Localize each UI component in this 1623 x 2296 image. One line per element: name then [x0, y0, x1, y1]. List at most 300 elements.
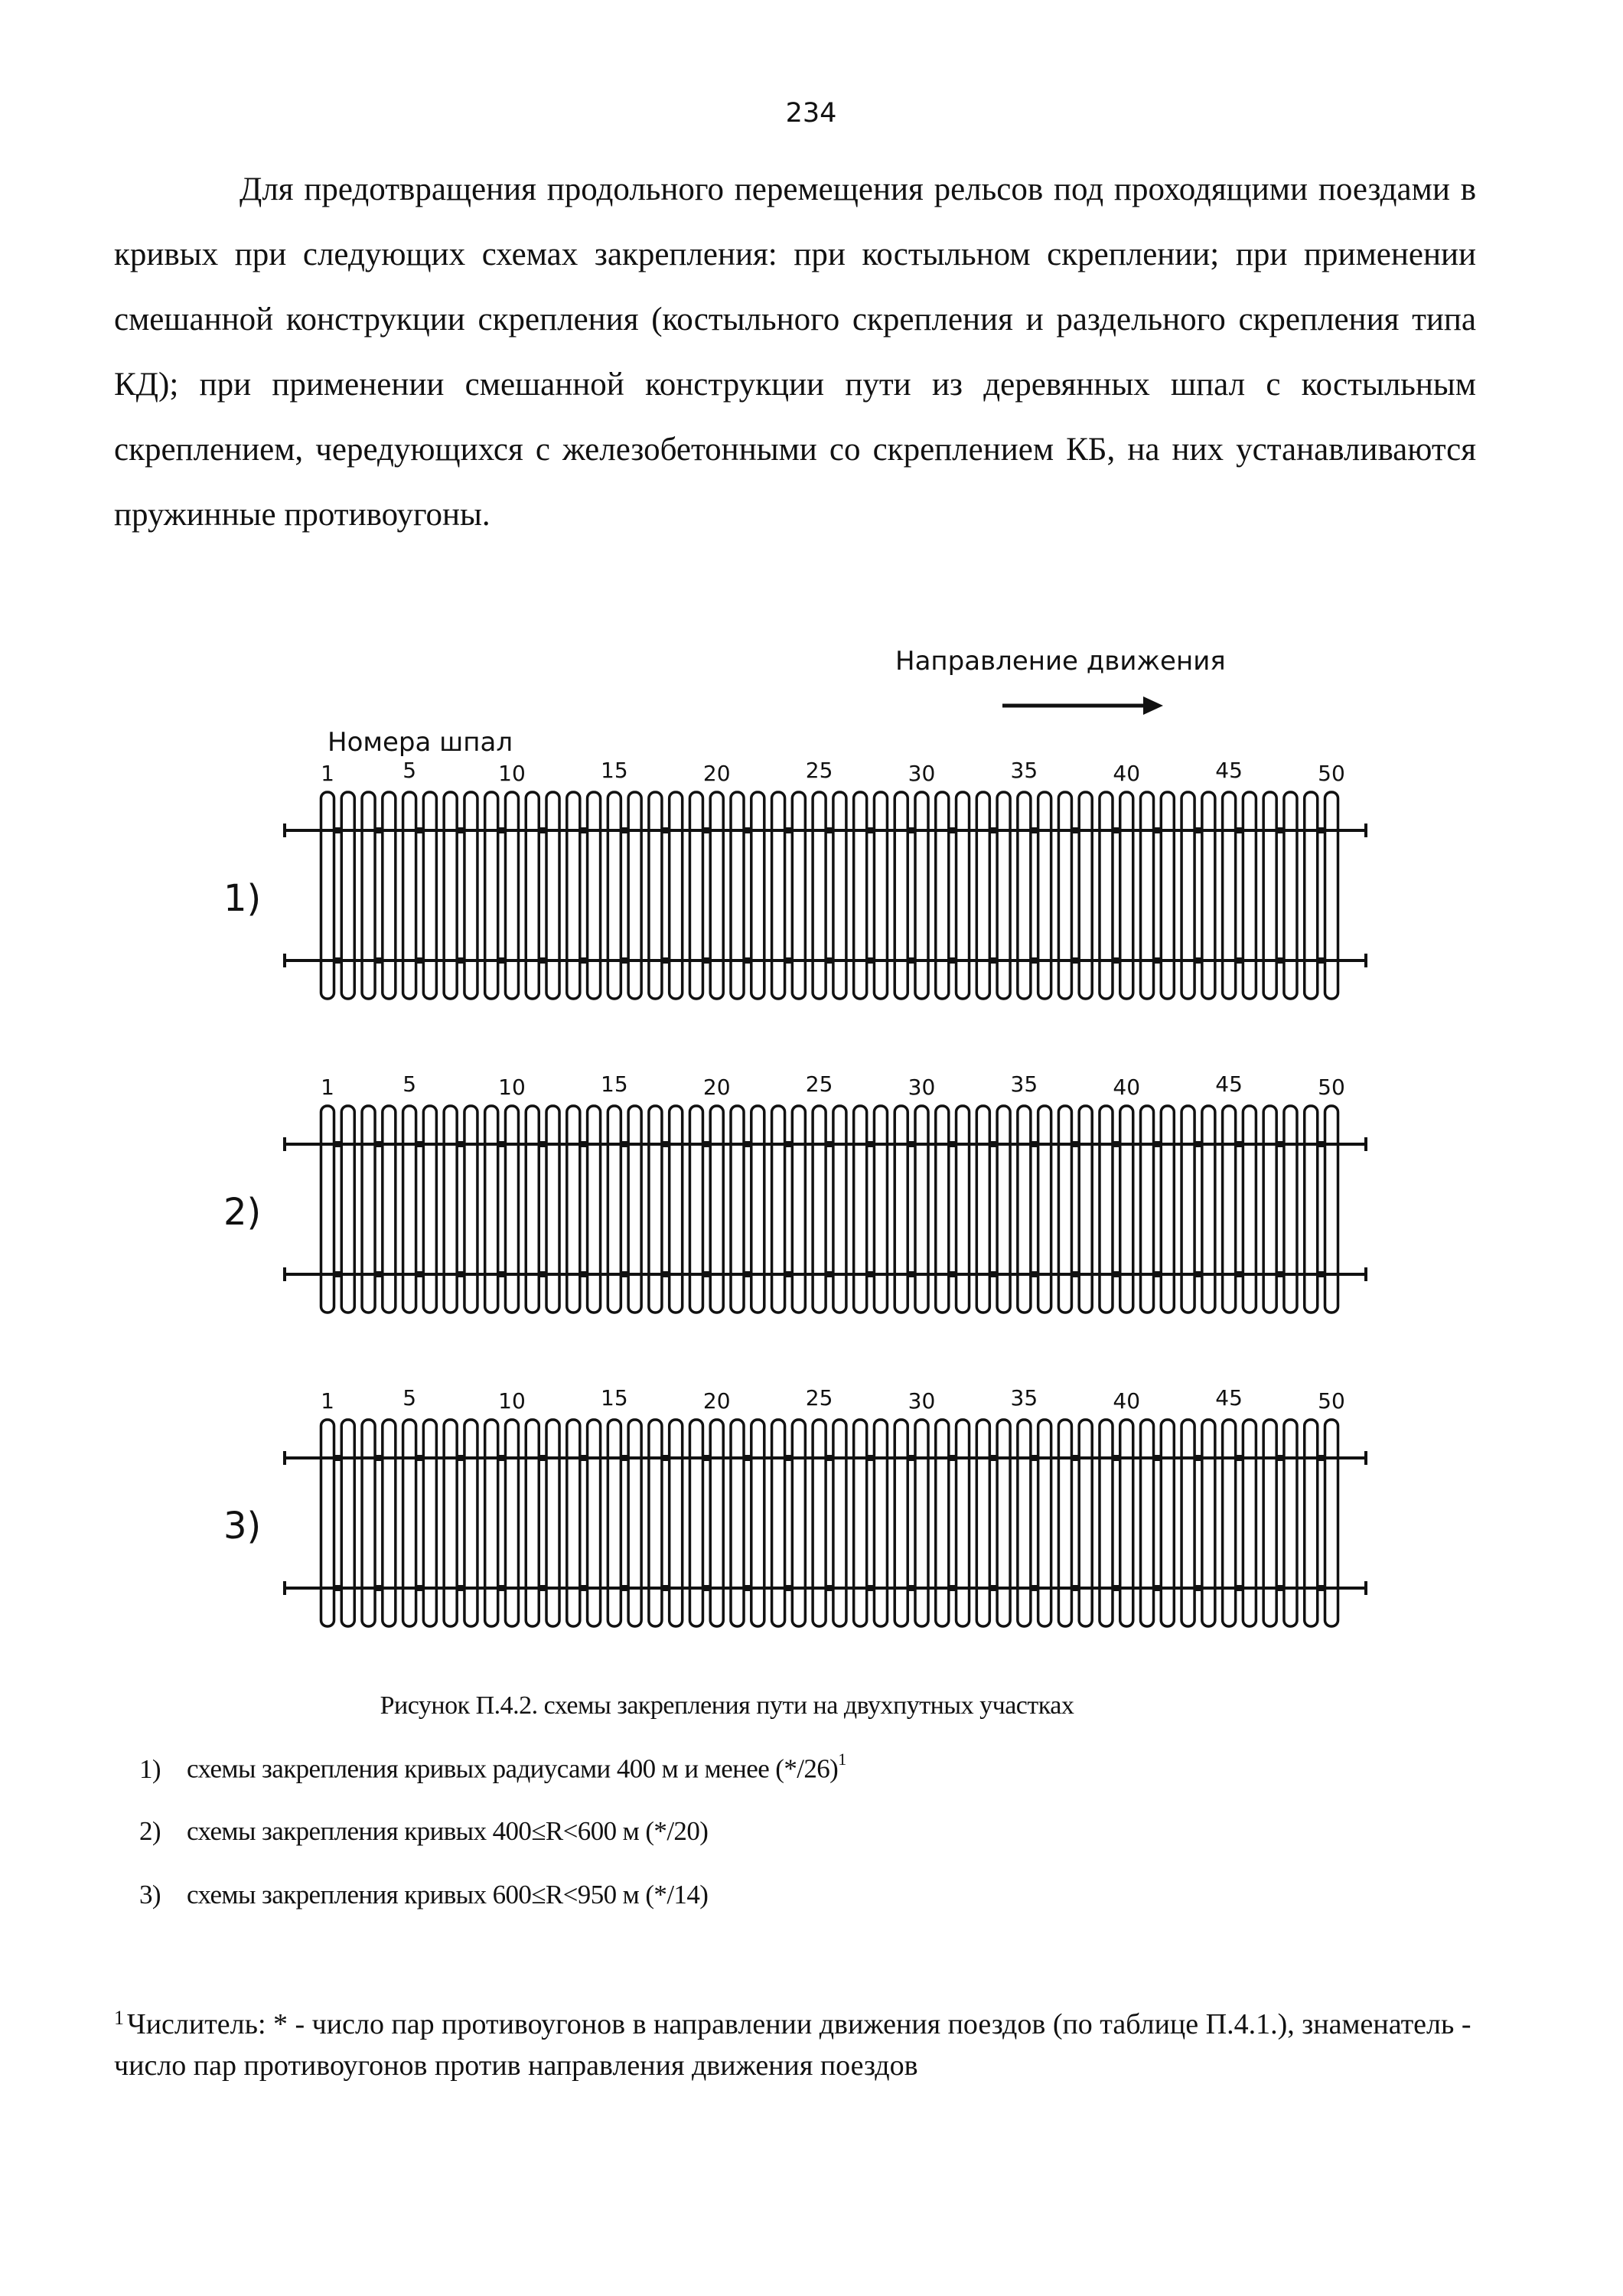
sleeper: [1079, 1106, 1092, 1313]
sleeper: [1038, 1106, 1051, 1313]
rail-anchor-mark: [376, 957, 382, 964]
sleeper-number-label: 1: [321, 1388, 334, 1414]
sleeper: [1100, 1420, 1113, 1626]
sleeper: [505, 792, 518, 999]
sleeper: [1141, 1420, 1154, 1626]
rail-anchor-mark: [1318, 1585, 1325, 1591]
sleeper: [751, 792, 764, 999]
rail-anchor-mark: [1072, 1271, 1078, 1277]
rail-anchor-mark: [1195, 827, 1201, 833]
sleeper: [689, 1420, 702, 1626]
rail-anchor-mark: [581, 957, 587, 964]
sleeper-number-label: 30: [908, 1388, 936, 1414]
page-number: 234: [785, 98, 837, 129]
sleeper: [423, 792, 436, 999]
legend-item-text: схемы закрепления кривых радиусами 400 м и менее (*/26): [187, 1753, 839, 1784]
sleeper: [505, 1420, 518, 1626]
sleeper: [751, 1106, 764, 1313]
sleeper: [1243, 1420, 1256, 1626]
sleeper: [1223, 1106, 1236, 1313]
rail-anchor-mark: [1318, 1141, 1325, 1147]
sleeper: [1284, 1420, 1297, 1626]
rail-anchor-mark: [581, 1585, 587, 1591]
rail-anchor-mark: [1277, 827, 1283, 833]
rail-anchor-mark: [663, 957, 669, 964]
sleeper: [1058, 1420, 1071, 1626]
sleeper-number-label: 5: [402, 758, 417, 783]
rail-anchor-mark: [950, 1455, 956, 1461]
rail-anchor-mark: [334, 1585, 341, 1591]
sleeper: [874, 1420, 887, 1626]
sleeper: [526, 1106, 539, 1313]
legend-item-text: схемы закрепления кривых 400≤R<600 м (*/20): [187, 1816, 709, 1846]
sleeper: [423, 1106, 436, 1313]
rail-anchor-mark: [458, 1455, 464, 1461]
sleeper-number-label: 50: [1318, 1388, 1345, 1414]
rail-anchor-mark: [1277, 1141, 1283, 1147]
rail-anchor-mark: [663, 1455, 669, 1461]
sleeper-number-label: 25: [805, 1385, 833, 1411]
rail-anchor-mark: [1277, 1585, 1283, 1591]
rail-anchor-mark: [990, 1585, 996, 1591]
rail-anchor-mark: [499, 957, 505, 964]
sleeper: [1223, 792, 1236, 999]
rail-anchor-mark: [868, 1585, 874, 1591]
sleeper: [1079, 792, 1092, 999]
legend-item-2: [139, 1816, 708, 1847]
sleeper: [1243, 1106, 1256, 1313]
sleeper: [362, 1106, 375, 1313]
sleeper: [505, 1106, 518, 1313]
sleeper: [1038, 1420, 1051, 1626]
sleeper: [936, 792, 949, 999]
sleeper: [813, 792, 826, 999]
sleeper: [608, 1420, 621, 1626]
rail-anchor-mark: [950, 827, 956, 833]
sleeper: [362, 1420, 375, 1626]
rail-anchor-mark: [499, 1141, 505, 1147]
rail-anchor-mark: [826, 957, 833, 964]
body-paragraph: Для предотвращения продольного перемещения рельсов под проходящими поездами в кривых при следующих схемах закрепления: при костыльном скреплении; при применении смешанной конструкции скрепления (костыльного скрепления и раздельного скрепления типа КД); при применении смешанной конструкции пути из деревянных шпал с костыльным скреплением, чередующихся с железобетонными со скреплением КБ, на них устанавливаются пружинные противоугоны.: [114, 171, 1476, 533]
rail-anchor-mark: [458, 957, 464, 964]
sleeper-number-label: 20: [702, 761, 731, 786]
rail-anchor-mark: [663, 1141, 669, 1147]
rail-anchor-mark: [785, 957, 791, 964]
sleeper-number-label: 10: [498, 1388, 526, 1414]
sleeper: [670, 792, 683, 999]
sleeper-number-label: 35: [1010, 1071, 1038, 1097]
rail-anchor-mark: [1113, 1271, 1119, 1277]
sleeper: [1100, 792, 1113, 999]
rail-anchor-mark: [1031, 1455, 1038, 1461]
sleeper: [895, 792, 908, 999]
sleeper: [874, 1106, 887, 1313]
sleeper: [1263, 792, 1276, 999]
rail-anchor-mark: [1154, 1585, 1160, 1591]
rail-anchor-mark: [1277, 1455, 1283, 1461]
legend-item-1: [139, 1750, 846, 1785]
sleeper: [1181, 792, 1194, 999]
sleeper-number-label: 35: [1010, 1385, 1038, 1411]
rail-anchor-mark: [581, 827, 587, 833]
rail-anchor-mark: [1237, 1585, 1243, 1591]
sleeper: [1018, 1106, 1031, 1313]
rail-anchor-mark: [703, 1455, 709, 1461]
rail-anchor-mark: [621, 957, 627, 964]
sleeper: [1202, 1106, 1215, 1313]
rail-anchor-mark: [376, 1585, 382, 1591]
sleeper: [608, 1106, 621, 1313]
scheme-label: 1): [223, 877, 262, 920]
rail-anchor-mark: [950, 1271, 956, 1277]
rail-anchor-mark: [581, 1141, 587, 1147]
rail-anchor-mark: [416, 957, 422, 964]
rail-anchor-mark: [990, 957, 996, 964]
rail-anchor-mark: [785, 827, 791, 833]
sleeper: [485, 1420, 498, 1626]
scheme-2: [223, 1071, 1366, 1313]
sleeper-number-label: 45: [1215, 1385, 1243, 1411]
direction-label: Направление движения: [895, 646, 1226, 677]
figure-caption: Рисунок П.4.2. схемы закрепления пути на двухпутных участках: [380, 1691, 1074, 1720]
sleeper: [997, 1106, 1010, 1313]
sleeper: [731, 792, 744, 999]
rail-anchor-mark: [990, 1271, 996, 1277]
sleeper: [751, 1420, 764, 1626]
sleeper: [1018, 1420, 1031, 1626]
sleeper: [1202, 792, 1215, 999]
scheme-3: [223, 1385, 1366, 1626]
sleeper: [649, 792, 662, 999]
sleeper: [1161, 1106, 1174, 1313]
sleeper: [813, 1106, 826, 1313]
rail-anchor-mark: [1072, 957, 1078, 964]
rail-anchor-mark: [539, 957, 546, 964]
sleeper: [1181, 1420, 1194, 1626]
rail-anchor-mark: [908, 1141, 914, 1147]
sleeper: [444, 1420, 457, 1626]
sleeper: [464, 1420, 477, 1626]
sleeper: [710, 792, 723, 999]
sleeper: [403, 792, 416, 999]
rail-anchor-mark: [1072, 1141, 1078, 1147]
sleeper: [936, 1420, 949, 1626]
sleeper-number-label: 1: [321, 761, 334, 786]
sleeper-number-label: 40: [1113, 1075, 1141, 1100]
sleeper: [321, 1420, 334, 1626]
rail-anchor-mark: [908, 957, 914, 964]
rail-anchor-mark: [581, 1271, 587, 1277]
sleeper: [1305, 1106, 1318, 1313]
scheme-1: [223, 758, 1366, 999]
sleeper: [1202, 1420, 1215, 1626]
sleeper: [1058, 1106, 1071, 1313]
footnote-mark: 1: [114, 2007, 124, 2029]
sleeper: [1018, 792, 1031, 999]
sleeper: [321, 792, 334, 999]
sleeper: [670, 1106, 683, 1313]
sleeper-number-label: 30: [908, 761, 936, 786]
sleeper: [813, 1420, 826, 1626]
rail-anchor-mark: [416, 1141, 422, 1147]
rail-anchor-mark: [745, 827, 751, 833]
rail-anchor-mark: [785, 1141, 791, 1147]
sleeper: [854, 1106, 867, 1313]
sleeper: [854, 792, 867, 999]
rail-anchor-mark: [1318, 827, 1325, 833]
rail-anchor-mark: [908, 1455, 914, 1461]
rail-anchor-mark: [376, 1455, 382, 1461]
rail-anchor-mark: [1072, 1585, 1078, 1591]
rail-anchor-mark: [868, 1141, 874, 1147]
scheme-label: 3): [223, 1505, 262, 1548]
rail-anchor-mark: [1113, 827, 1119, 833]
sleeper: [485, 1106, 498, 1313]
sleeper: [649, 1106, 662, 1313]
rail-anchor-mark: [868, 1271, 874, 1277]
sleeper: [464, 1106, 477, 1313]
rail-anchor-mark: [826, 1455, 833, 1461]
sleeper: [1325, 1106, 1338, 1313]
rail-anchor-mark: [1195, 1455, 1201, 1461]
rail-anchor-mark: [1113, 1455, 1119, 1461]
rail-anchor-mark: [621, 1271, 627, 1277]
rail-anchor-mark: [908, 827, 914, 833]
rail-anchor-mark: [539, 827, 546, 833]
sleeper-number-label: 15: [601, 758, 628, 783]
rail-anchor-mark: [1195, 1585, 1201, 1591]
rail-anchor-mark: [1237, 827, 1243, 833]
sleeper: [1305, 792, 1318, 999]
rail-anchor-mark: [458, 1585, 464, 1591]
rail-anchor-mark: [826, 827, 833, 833]
rail-anchor-mark: [908, 1271, 914, 1277]
rail-anchor-mark: [950, 1141, 956, 1147]
sleeper-number-label: 15: [601, 1385, 628, 1411]
rail-anchor-mark: [1154, 957, 1160, 964]
footnote-text: Числитель: * - число пар противоугонов в направлении движения поездов (по таблице П.4.1.), знаменатель - число пар противоугонов против направления движения поездов: [114, 2008, 1471, 2082]
rail-anchor-mark: [416, 1455, 422, 1461]
sleeper: [731, 1106, 744, 1313]
sleeper: [957, 1420, 970, 1626]
rail-anchor-mark: [868, 827, 874, 833]
sleeper: [1100, 1106, 1113, 1313]
rail-anchor-mark: [1318, 957, 1325, 964]
rail-anchor-mark: [950, 1585, 956, 1591]
sleeper: [383, 1420, 396, 1626]
sleeper: [976, 1106, 989, 1313]
sleeper: [546, 1106, 559, 1313]
footnote: [114, 1998, 1491, 2086]
sleeper-number-label: 25: [805, 1071, 833, 1097]
sleeper: [1058, 792, 1071, 999]
rail-anchor-mark: [499, 1455, 505, 1461]
sleeper: [567, 792, 580, 999]
legend-item-number: 1): [139, 1753, 161, 1784]
sleeper: [588, 1420, 601, 1626]
rail-anchor-mark: [990, 827, 996, 833]
sleeper: [341, 1420, 354, 1626]
rail-anchor-mark: [703, 1585, 709, 1591]
sleeper: [608, 792, 621, 999]
sleeper: [833, 1106, 846, 1313]
rail-anchor-mark: [539, 1271, 546, 1277]
sleeper: [710, 1106, 723, 1313]
sleeper: [546, 792, 559, 999]
sleeper: [895, 1420, 908, 1626]
sleeper: [628, 1106, 641, 1313]
sleeper-number-label: 20: [702, 1075, 731, 1100]
sleeper: [957, 792, 970, 999]
sleeper: [526, 1420, 539, 1626]
sleeper-number-label: 35: [1010, 758, 1038, 783]
sleeper-number-label: 45: [1215, 1071, 1243, 1097]
sleeper: [957, 1106, 970, 1313]
sleeper: [1223, 1420, 1236, 1626]
rail-anchor-mark: [1113, 1141, 1119, 1147]
sleeper: [526, 792, 539, 999]
sleeper-number-label: 10: [498, 1075, 526, 1100]
sleeper: [689, 792, 702, 999]
sleeper: [1120, 1420, 1133, 1626]
rail-anchor-mark: [334, 1271, 341, 1277]
sleeper: [423, 1420, 436, 1626]
rail-anchor-mark: [663, 1585, 669, 1591]
sleeper-number-label: 50: [1318, 761, 1345, 786]
rail-anchor-mark: [458, 1141, 464, 1147]
rail-anchor-mark: [1031, 1585, 1038, 1591]
rail-anchor-mark: [1154, 1455, 1160, 1461]
sleeper-number-label: 20: [702, 1388, 731, 1414]
sleeper: [1284, 1106, 1297, 1313]
rail-anchor-mark: [1072, 827, 1078, 833]
rail-anchor-mark: [1031, 827, 1038, 833]
rail-anchor-mark: [950, 957, 956, 964]
rail-anchor-mark: [1031, 1141, 1038, 1147]
rail-anchor-mark: [703, 957, 709, 964]
sleeper: [649, 1420, 662, 1626]
sleeper: [772, 792, 785, 999]
rail-anchor-mark: [376, 1271, 382, 1277]
rail-anchor-mark: [416, 827, 422, 833]
rail-anchor-mark: [621, 827, 627, 833]
rail-anchor-mark: [1237, 1271, 1243, 1277]
rail-anchor-mark: [621, 1455, 627, 1461]
legend-item-text: схемы закрепления кривых 600≤R<950 м (*/14): [187, 1880, 709, 1910]
rail-anchor-mark: [703, 1141, 709, 1147]
direction-arrow-icon: [1002, 696, 1163, 715]
rail-anchor-mark: [1113, 957, 1119, 964]
footnote-reference: 1: [838, 1750, 846, 1769]
rail-anchor-mark: [1237, 1141, 1243, 1147]
sleeper: [383, 792, 396, 999]
sleeper-number-label: 5: [402, 1385, 417, 1411]
sleeper: [546, 1420, 559, 1626]
sleeper: [1325, 1420, 1338, 1626]
rail-anchor-mark: [376, 1141, 382, 1147]
rail-anchor-mark: [1195, 1141, 1201, 1147]
sleeper-number-label: 30: [908, 1075, 936, 1100]
sleeper: [1120, 1106, 1133, 1313]
rail-anchor-mark: [826, 1585, 833, 1591]
rail-anchor-mark: [621, 1585, 627, 1591]
sleeper-number-label: 50: [1318, 1075, 1345, 1100]
sleeper: [1263, 1420, 1276, 1626]
sleeper: [1181, 1106, 1194, 1313]
scheme-label: 2): [223, 1191, 262, 1234]
sleeper: [1325, 792, 1338, 999]
sleeper: [772, 1106, 785, 1313]
rail-anchor-mark: [499, 1271, 505, 1277]
sleeper: [444, 1106, 457, 1313]
rail-anchor-mark: [1154, 1141, 1160, 1147]
rail-anchor-mark: [745, 1585, 751, 1591]
rail-anchor-mark: [334, 1455, 341, 1461]
rail-anchor-mark: [1072, 1455, 1078, 1461]
sleeper: [997, 792, 1010, 999]
sleeper: [403, 1106, 416, 1313]
rail-anchor-mark: [785, 1585, 791, 1591]
rail-anchor-mark: [663, 827, 669, 833]
rail-anchor-mark: [745, 1141, 751, 1147]
sleeper: [976, 792, 989, 999]
schemes-group: [223, 758, 1366, 1626]
rail-anchor-mark: [621, 1141, 627, 1147]
sleeper: [588, 1106, 601, 1313]
rail-anchor-mark: [1031, 1271, 1038, 1277]
rail-anchor-mark: [416, 1271, 422, 1277]
sleeper: [464, 792, 477, 999]
sleeper: [772, 1420, 785, 1626]
rail-anchor-mark: [334, 827, 341, 833]
rail-anchor-mark: [868, 957, 874, 964]
rail-anchor-mark: [868, 1455, 874, 1461]
sleeper: [1079, 1420, 1092, 1626]
sleeper: [997, 1420, 1010, 1626]
sleeper: [485, 792, 498, 999]
rail-anchor-mark: [703, 827, 709, 833]
rail-anchor-mark: [539, 1455, 546, 1461]
sleeper: [1284, 792, 1297, 999]
rail-anchor-mark: [458, 1271, 464, 1277]
sleeper: [1120, 792, 1133, 999]
rail-anchor-mark: [1277, 957, 1283, 964]
sleeper: [854, 1420, 867, 1626]
rail-anchor-mark: [539, 1585, 546, 1591]
rail-anchor-mark: [908, 1585, 914, 1591]
rail-anchor-mark: [334, 957, 341, 964]
sleeper: [915, 1420, 928, 1626]
sleeper: [1161, 792, 1174, 999]
sleeper: [1263, 1106, 1276, 1313]
sleeper: [1141, 1106, 1154, 1313]
sleeper: [915, 792, 928, 999]
sleeper: [710, 1420, 723, 1626]
rail-anchor-mark: [499, 827, 505, 833]
rail-anchor-mark: [703, 1271, 709, 1277]
sleeper-number-label: 10: [498, 761, 526, 786]
sleeper-number-label: 5: [402, 1071, 417, 1097]
rail-anchor-mark: [1318, 1271, 1325, 1277]
sleeper: [1141, 792, 1154, 999]
sleeper: [1305, 1420, 1318, 1626]
sleeper-number-label: 40: [1113, 1388, 1141, 1414]
rail-anchor-mark: [1195, 957, 1201, 964]
rail-anchor-mark: [745, 1455, 751, 1461]
rail-anchor-mark: [376, 827, 382, 833]
sleeper: [833, 1420, 846, 1626]
rail-anchor-mark: [990, 1455, 996, 1461]
